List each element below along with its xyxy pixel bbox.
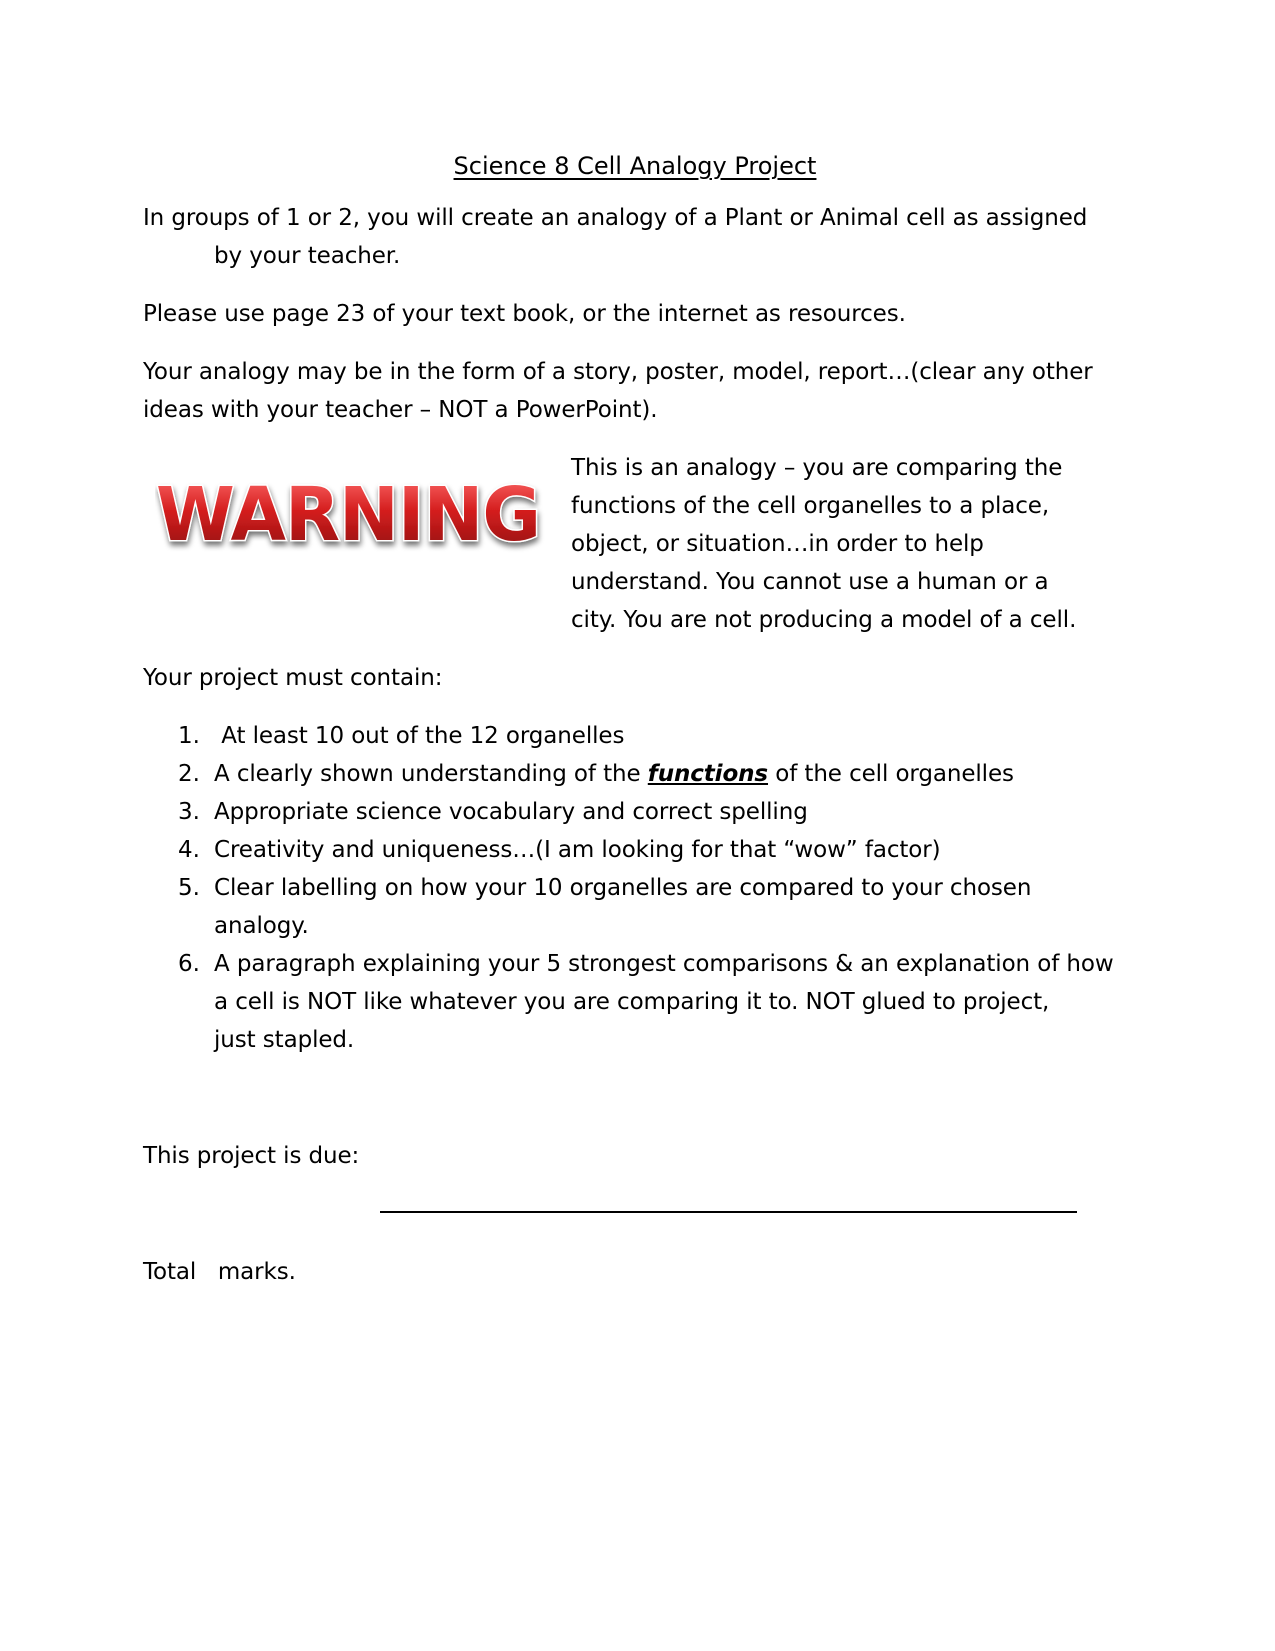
list-item-2-post: of the cell organelles: [768, 761, 1014, 787]
page-title: [0, 148, 1275, 184]
warning-word: WARNING: [156, 472, 540, 558]
list-item-2-pre: A clearly shown understanding of the: [214, 761, 648, 787]
list-item-6-line-1: A paragraph explaining your 5 strongest comparisons & an explanation of how: [214, 951, 1114, 977]
warning-text-line-2: functions of the cell organelles to a place,: [571, 493, 1050, 519]
intro-line-1: In groups of 1 or 2, you will create an analogy of a Plant or Animal cell as assigned: [143, 205, 1088, 231]
list-item-2: [214, 754, 1014, 794]
list-item-4: Creativity and uniqueness…(I am looking for that “wow” factor): [214, 837, 941, 863]
list-number: 3.: [178, 799, 200, 825]
list-item-1: At least 10 out of the 12 organelles: [214, 723, 625, 749]
list-number: 4.: [178, 837, 200, 863]
due-date-label: This project is due:: [143, 1143, 360, 1169]
list-number: 1.: [178, 723, 200, 749]
due-date-blank-line[interactable]: [380, 1211, 1077, 1213]
warning-text-line-4: understand. You cannot use a human or a: [571, 569, 1049, 595]
warning-text-line-5: city. You are not producing a model of a cell.: [571, 607, 1077, 633]
form-line-1: Your analogy may be in the form of a story, poster, model, report…(clear any other: [143, 359, 1093, 385]
resources-paragraph: Please use page 23 of your text book, or the internet as resources.: [143, 301, 906, 327]
warning-text-line-1: This is an analogy – you are comparing the: [571, 455, 1063, 481]
list-item-3: Appropriate science vocabulary and correct spelling: [214, 799, 808, 825]
list-item-5-line-2: analogy.: [214, 913, 309, 939]
intro-line-2: by your teacher.: [214, 243, 401, 269]
warning-text-line-3: object, or situation…in order to help: [571, 531, 984, 557]
list-number: 2.: [178, 761, 200, 787]
title-text: Science 8 Cell Analogy Project: [453, 152, 817, 180]
list-item-6-line-3: just stapled.: [214, 1027, 355, 1053]
warning-logo: [155, 470, 555, 580]
total-marks: Total marks.: [143, 1259, 296, 1285]
form-line-2: ideas with your teacher – NOT a PowerPoint).: [143, 397, 658, 423]
list-item-5-line-1: Clear labelling on how your 10 organelles are compared to your chosen: [214, 875, 1032, 901]
warning-graphic: [155, 470, 555, 580]
functions-emphasis: functions: [647, 761, 769, 787]
list-item-6-line-2: a cell is NOT like whatever you are comparing it to. NOT glued to project,: [214, 989, 1050, 1015]
requirements-heading: Your project must contain:: [143, 665, 443, 691]
list-number: 5.: [178, 875, 200, 901]
list-number: 6.: [178, 951, 200, 977]
